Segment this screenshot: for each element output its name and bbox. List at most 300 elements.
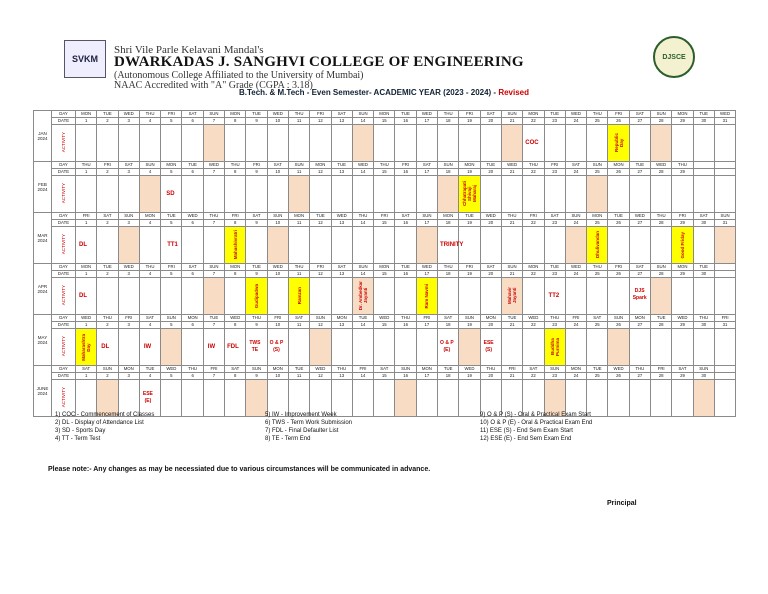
activity-cell: [523, 176, 544, 213]
activity-cell: [203, 176, 224, 213]
weekday-cell: THU: [182, 366, 203, 373]
activity-cell: [608, 227, 629, 264]
date-cell: 12: [310, 118, 331, 125]
weekday-cell: SAT: [416, 162, 437, 169]
activity-cell: [587, 125, 608, 162]
weekday-cell: SUN: [288, 162, 309, 169]
date-cell: 19: [459, 169, 480, 176]
weekday-cell: THU: [438, 111, 459, 118]
date-cell: 14: [352, 220, 373, 227]
activity-cell: [693, 278, 714, 315]
activity-cell: [374, 227, 395, 264]
weekday-cell: SUN: [161, 315, 182, 322]
weekday-cell: FRI: [161, 111, 182, 118]
activity-cell: [118, 125, 139, 162]
activity-cell: [267, 227, 288, 264]
date-cell: 17: [416, 271, 437, 278]
date-cell: 10: [267, 118, 288, 125]
activity-cell: [629, 380, 650, 417]
event-ambedkar: [353, 278, 373, 314]
weekday-cell: SAT: [76, 366, 97, 373]
date-cell: 22: [523, 373, 544, 380]
date-cell: 7: [203, 220, 224, 227]
date-cell: 3: [118, 271, 139, 278]
weekday-cell: SAT: [246, 213, 267, 220]
activity-cell: [118, 176, 139, 213]
date-cell: 7: [203, 322, 224, 329]
date-cell: 31: [714, 322, 735, 329]
weekday-cell: THU: [288, 264, 309, 271]
activity-cell: [97, 278, 118, 315]
activity-cell: [651, 380, 672, 417]
weekday-cell: TUE: [246, 264, 267, 271]
activity-cell: [544, 278, 565, 315]
weekday-cell: FRI: [246, 162, 267, 169]
weekday-cell: MON: [182, 315, 203, 322]
date-cell: 4: [139, 271, 160, 278]
activity-cell: [395, 125, 416, 162]
weekday-cell: TUE: [544, 264, 565, 271]
weekday-cell: SUN: [651, 111, 672, 118]
weekday-cell: WED: [416, 264, 437, 271]
date-cell: 18: [438, 322, 459, 329]
activity-cell: [203, 380, 224, 417]
weekday-cell: SUN: [565, 213, 586, 220]
event-text: Maharashtra Day: [81, 333, 92, 361]
weekday-cell: THU: [544, 315, 565, 322]
activity-cell: [161, 329, 182, 366]
date-cell: 24: [565, 271, 586, 278]
date-cell: 1: [76, 271, 97, 278]
activity-cell: [416, 278, 437, 315]
date-cell: 5: [161, 220, 182, 227]
date-cell: 21: [501, 220, 522, 227]
date-cell: 6: [182, 373, 203, 380]
event-ese-s: ESE (S): [483, 340, 494, 353]
activity-cell: [523, 278, 544, 315]
weekday-cell: FRI: [374, 213, 395, 220]
date-cell: 12: [310, 169, 331, 176]
weekday-cell: SUN: [459, 315, 480, 322]
weekday-cell: SUN: [501, 111, 522, 118]
event-op-e: O & P (E): [440, 340, 454, 353]
weekday-cell: WED: [267, 264, 288, 271]
event-mahavir: [502, 278, 522, 314]
weekday-cell: WED: [225, 315, 246, 322]
weekday-cell: WED: [501, 162, 522, 169]
date-cell: 15: [374, 220, 395, 227]
date-cell: 20: [480, 373, 501, 380]
title-text: B.Tech. & M.Tech - Even Semester- ACADEMIC YEAR (2023 - 2024) -: [238, 88, 497, 97]
weekday-cell: MON: [374, 111, 395, 118]
weekday-cell: FRI: [203, 366, 224, 373]
activity-cell: [225, 176, 246, 213]
activity-cell: [225, 125, 246, 162]
weekday-cell: THU: [629, 366, 650, 373]
weekday-cell: SUN: [693, 366, 714, 373]
date-cell: 8: [225, 220, 246, 227]
weekday-cell: SAT: [331, 111, 352, 118]
weekday-cell: SUN: [246, 366, 267, 373]
date-cell: 15: [374, 118, 395, 125]
activity-cell: [267, 278, 288, 315]
activity-cell: [288, 329, 309, 366]
day-header: DAY: [52, 315, 76, 322]
activity-cell: [139, 125, 160, 162]
event-iw: IW: [143, 344, 152, 350]
event-text: Good Friday: [679, 231, 685, 259]
weekday-cell: [714, 264, 735, 271]
date-cell: 5: [161, 322, 182, 329]
date-cell: 26: [608, 322, 629, 329]
event-mahashivratri: [225, 227, 245, 263]
weekday-cell: SUN: [438, 162, 459, 169]
activity-cell: [161, 380, 182, 417]
weekday-cell: SUN: [651, 264, 672, 271]
date-cell: 3: [118, 322, 139, 329]
weekday-cell: MON: [267, 366, 288, 373]
activity-cell: [565, 176, 586, 213]
date-cell: [714, 373, 735, 380]
activity-cell: [714, 176, 735, 213]
activity-cell: [374, 278, 395, 315]
date-cell: 29: [672, 271, 693, 278]
date-cell: 11: [288, 322, 309, 329]
weekday-cell: SAT: [139, 315, 160, 322]
weekday-cell: MON: [629, 315, 650, 322]
legend-item: 8) TE - Term End: [265, 436, 311, 442]
weekday-cell: WED: [76, 315, 97, 322]
weekday-cell: FRI: [118, 315, 139, 322]
weekday-cell: WED: [523, 315, 544, 322]
activity-cell: [565, 329, 586, 366]
date-cell: 19: [459, 373, 480, 380]
date-cell: 6: [182, 220, 203, 227]
weekday-cell: FRI: [544, 162, 565, 169]
activity-cell: [501, 176, 522, 213]
weekday-cell: SUN: [501, 264, 522, 271]
activity-cell: [501, 329, 522, 366]
date-cell: 25: [587, 373, 608, 380]
date-cell: 27: [629, 373, 650, 380]
weekday-cell: SAT: [118, 162, 139, 169]
activity-cell: [267, 176, 288, 213]
weekday-cell: SAT: [587, 315, 608, 322]
month-label: MAR 2024: [34, 213, 52, 264]
activity-cell: [331, 125, 352, 162]
date-cell: 5: [161, 373, 182, 380]
activity-cell: [416, 125, 437, 162]
event-text: Mahashivratri: [232, 230, 238, 260]
date-header: DATE: [52, 220, 76, 227]
activity-cell: [267, 329, 288, 366]
activity-cell: [714, 380, 735, 417]
weekday-cell: MON: [310, 162, 331, 169]
weekday-cell: THU: [225, 162, 246, 169]
date-cell: 23: [544, 373, 565, 380]
activity-cell: [76, 278, 97, 315]
date-cell: 13: [331, 373, 352, 380]
date-cell: 24: [565, 373, 586, 380]
activity-label: [52, 176, 76, 213]
activity-text: ACTIVITY: [60, 233, 66, 255]
activity-cell: [139, 278, 160, 315]
date-cell: 10: [267, 373, 288, 380]
weekday-cell: FRI: [97, 162, 118, 169]
activity-cell: [608, 125, 629, 162]
date-header: DATE: [52, 373, 76, 380]
date-cell: 1: [76, 373, 97, 380]
activity-label: [52, 278, 76, 315]
date-cell: 8: [225, 373, 246, 380]
date-cell: 13: [331, 169, 352, 176]
date-cell: 4: [139, 373, 160, 380]
activity-cell: [608, 329, 629, 366]
activity-cell: [629, 227, 650, 264]
date-cell: 16: [395, 373, 416, 380]
date-cell: 17: [416, 118, 437, 125]
activity-label: [52, 329, 76, 366]
event-text: Republic Day: [613, 133, 624, 153]
activity-cell: [182, 176, 203, 213]
activity-cell: [480, 329, 501, 366]
activity-cell: [523, 227, 544, 264]
weekday-cell: THU: [651, 213, 672, 220]
date-cell: 16: [395, 118, 416, 125]
event-goodfriday: [672, 227, 692, 263]
principal-signature: Principal: [607, 500, 637, 507]
weekday-cell: THU: [693, 315, 714, 322]
activity-cell: [587, 227, 608, 264]
activity-cell: [310, 176, 331, 213]
activity-cell: [395, 329, 416, 366]
title-revised: Revised: [498, 88, 530, 97]
activity-cell: [203, 278, 224, 315]
activity-cell: [310, 329, 331, 366]
date-cell: 11: [288, 373, 309, 380]
event-tws: TWS TE: [249, 340, 261, 353]
activity-cell: [501, 125, 522, 162]
activity-cell: [544, 176, 565, 213]
affiliation: (Autonomous College Affiliated to the University of Mumbai): [114, 70, 364, 81]
weekday-cell: FRI: [310, 264, 331, 271]
weekday-cell: WED: [608, 366, 629, 373]
date-cell: 27: [629, 118, 650, 125]
event-tt1: TT1: [167, 242, 178, 248]
weekday-cell: FRI: [523, 213, 544, 220]
legend-column-1: [55, 411, 154, 443]
activity-text: ACTIVITY: [60, 386, 66, 408]
weekday-cell: WED: [416, 111, 437, 118]
legend-item: 7) FDL - Final Defaulter List: [265, 428, 339, 434]
weekday-cell: SUN: [203, 111, 224, 118]
activity-cell: [139, 176, 160, 213]
date-cell: 4: [139, 169, 160, 176]
weekday-cell: SUN: [714, 213, 735, 220]
event-tt2: TT2: [548, 293, 560, 299]
activity-cell: [374, 176, 395, 213]
date-cell: 24: [565, 322, 586, 329]
date-cell: 11: [288, 220, 309, 227]
date-cell: 9: [246, 373, 267, 380]
date-cell: 20: [480, 220, 501, 227]
event-ese-e: ESE (E): [142, 391, 153, 404]
weekday-cell: THU: [501, 213, 522, 220]
activity-cell: [438, 125, 459, 162]
activity-cell: [97, 329, 118, 366]
weekday-cell: TUE: [587, 366, 608, 373]
weekday-cell: THU: [395, 315, 416, 322]
weekday-cell: SAT: [182, 264, 203, 271]
weekday-cell: WED: [651, 162, 672, 169]
weekday-cell: WED: [480, 213, 501, 220]
date-cell: 21: [501, 118, 522, 125]
date-cell: 23: [544, 322, 565, 329]
calendar-title: [0, 88, 768, 97]
legend-column-3: [480, 411, 592, 443]
weekday-cell: MON: [118, 366, 139, 373]
date-cell: 29: [672, 220, 693, 227]
date-cell: 26: [608, 271, 629, 278]
date-cell: 21: [501, 373, 522, 380]
weekday-cell: WED: [310, 366, 331, 373]
legend-item: 12) ESE (E) - End Sem Exam End: [480, 436, 572, 442]
weekday-cell: TUE: [459, 213, 480, 220]
month-label: JAN 2024: [34, 111, 52, 162]
activity-cell: [310, 278, 331, 315]
activity-cell: [352, 380, 373, 417]
activity-cell: [438, 176, 459, 213]
weekday-cell: FRI: [565, 315, 586, 322]
event-coc: COC: [525, 140, 539, 146]
weekday-cell: WED: [565, 111, 586, 118]
date-cell: 28: [651, 373, 672, 380]
activity-cell: [352, 125, 373, 162]
activity-cell: [288, 125, 309, 162]
activity-cell: [693, 380, 714, 417]
academic-calendar-table: [33, 110, 736, 417]
weekday-cell: SAT: [97, 213, 118, 220]
date-cell: 2: [97, 118, 118, 125]
date-cell: 13: [331, 220, 352, 227]
event-text: Ram Navmi: [424, 283, 430, 309]
date-cell: 1: [76, 118, 97, 125]
day-header: DAY: [52, 111, 76, 118]
month-label: MAY 2024: [34, 315, 52, 366]
event-text: Mahavir Jayanti: [507, 287, 518, 305]
date-cell: 1: [76, 220, 97, 227]
activity-text: ACTIVITY: [60, 182, 66, 204]
activity-cell: [651, 278, 672, 315]
date-cell: 5: [161, 169, 182, 176]
weekday-cell: TUE: [629, 162, 650, 169]
event-gudhi: [246, 278, 266, 314]
activity-cell: [161, 278, 182, 315]
date-cell: 7: [203, 118, 224, 125]
activity-cell: [459, 329, 480, 366]
activity-cell: [352, 278, 373, 315]
legend-item: 9) O & P (S) - Oral & Practical Exam Start: [480, 412, 591, 418]
legend-item: 6) TWS - Term Work Submission: [265, 420, 353, 426]
activity-cell: [395, 278, 416, 315]
activity-cell: [608, 380, 629, 417]
legend-item: 4) TT - Term Test: [55, 436, 101, 442]
date-cell: 4: [139, 322, 160, 329]
weekday-cell: MON: [608, 162, 629, 169]
weekday-cell: THU: [374, 162, 395, 169]
weekday-cell: MON: [416, 366, 437, 373]
date-cell: 21: [501, 169, 522, 176]
activity-cell: [76, 125, 97, 162]
date-cell: 9: [246, 220, 267, 227]
date-cell: [693, 169, 714, 176]
date-cell: 10: [267, 322, 288, 329]
activity-cell: [629, 278, 650, 315]
activity-cell: [672, 329, 693, 366]
weekday-cell: SAT: [480, 111, 501, 118]
weekday-cell: FRI: [267, 315, 288, 322]
event-buddha: [545, 329, 565, 365]
weekday-cell: SAT: [331, 264, 352, 271]
day-header: DAY: [52, 366, 76, 373]
date-cell: 17: [416, 322, 437, 329]
date-cell: 26: [608, 118, 629, 125]
date-cell: 24: [565, 169, 586, 176]
activity-cell: [182, 278, 203, 315]
date-cell: 3: [118, 118, 139, 125]
weekday-cell: MON: [672, 111, 693, 118]
date-cell: 16: [395, 271, 416, 278]
date-cell: 14: [352, 169, 373, 176]
weekday-cell: TUE: [331, 162, 352, 169]
date-cell: 6: [182, 118, 203, 125]
weekday-cell: SAT: [225, 366, 246, 373]
weekday-cell: SUN: [310, 315, 331, 322]
date-cell: 14: [352, 271, 373, 278]
activity-cell: [651, 227, 672, 264]
weekday-cell: SAT: [565, 162, 586, 169]
activity-cell: [565, 125, 586, 162]
weekday-cell: TUE: [395, 264, 416, 271]
weekday-cell: THU: [438, 264, 459, 271]
weekday-cell: TUE: [182, 162, 203, 169]
activity-cell: [225, 227, 246, 264]
activity-cell: [182, 380, 203, 417]
date-cell: 4: [139, 220, 160, 227]
activity-cell: [139, 329, 160, 366]
activity-cell: [672, 227, 693, 264]
date-cell: 21: [501, 271, 522, 278]
weekday-cell: FRI: [608, 111, 629, 118]
weekday-cell: FRI: [651, 366, 672, 373]
activity-cell: [651, 125, 672, 162]
activity-cell: [310, 125, 331, 162]
date-cell: 15: [374, 373, 395, 380]
date-cell: 12: [310, 373, 331, 380]
event-text: Gudipadwa: [254, 283, 260, 309]
weekday-cell: THU: [288, 111, 309, 118]
activity-text: ACTIVITY: [60, 284, 66, 306]
weekday-cell: FRI: [352, 366, 373, 373]
month-label: JUNE 2024: [34, 366, 52, 417]
weekday-cell: SAT: [374, 366, 395, 373]
event-dl: DL: [79, 242, 87, 248]
activity-cell: [480, 176, 501, 213]
activity-cell: [523, 329, 544, 366]
activity-cell: [161, 227, 182, 264]
date-cell: 22: [523, 271, 544, 278]
weekday-cell: TUE: [203, 315, 224, 322]
